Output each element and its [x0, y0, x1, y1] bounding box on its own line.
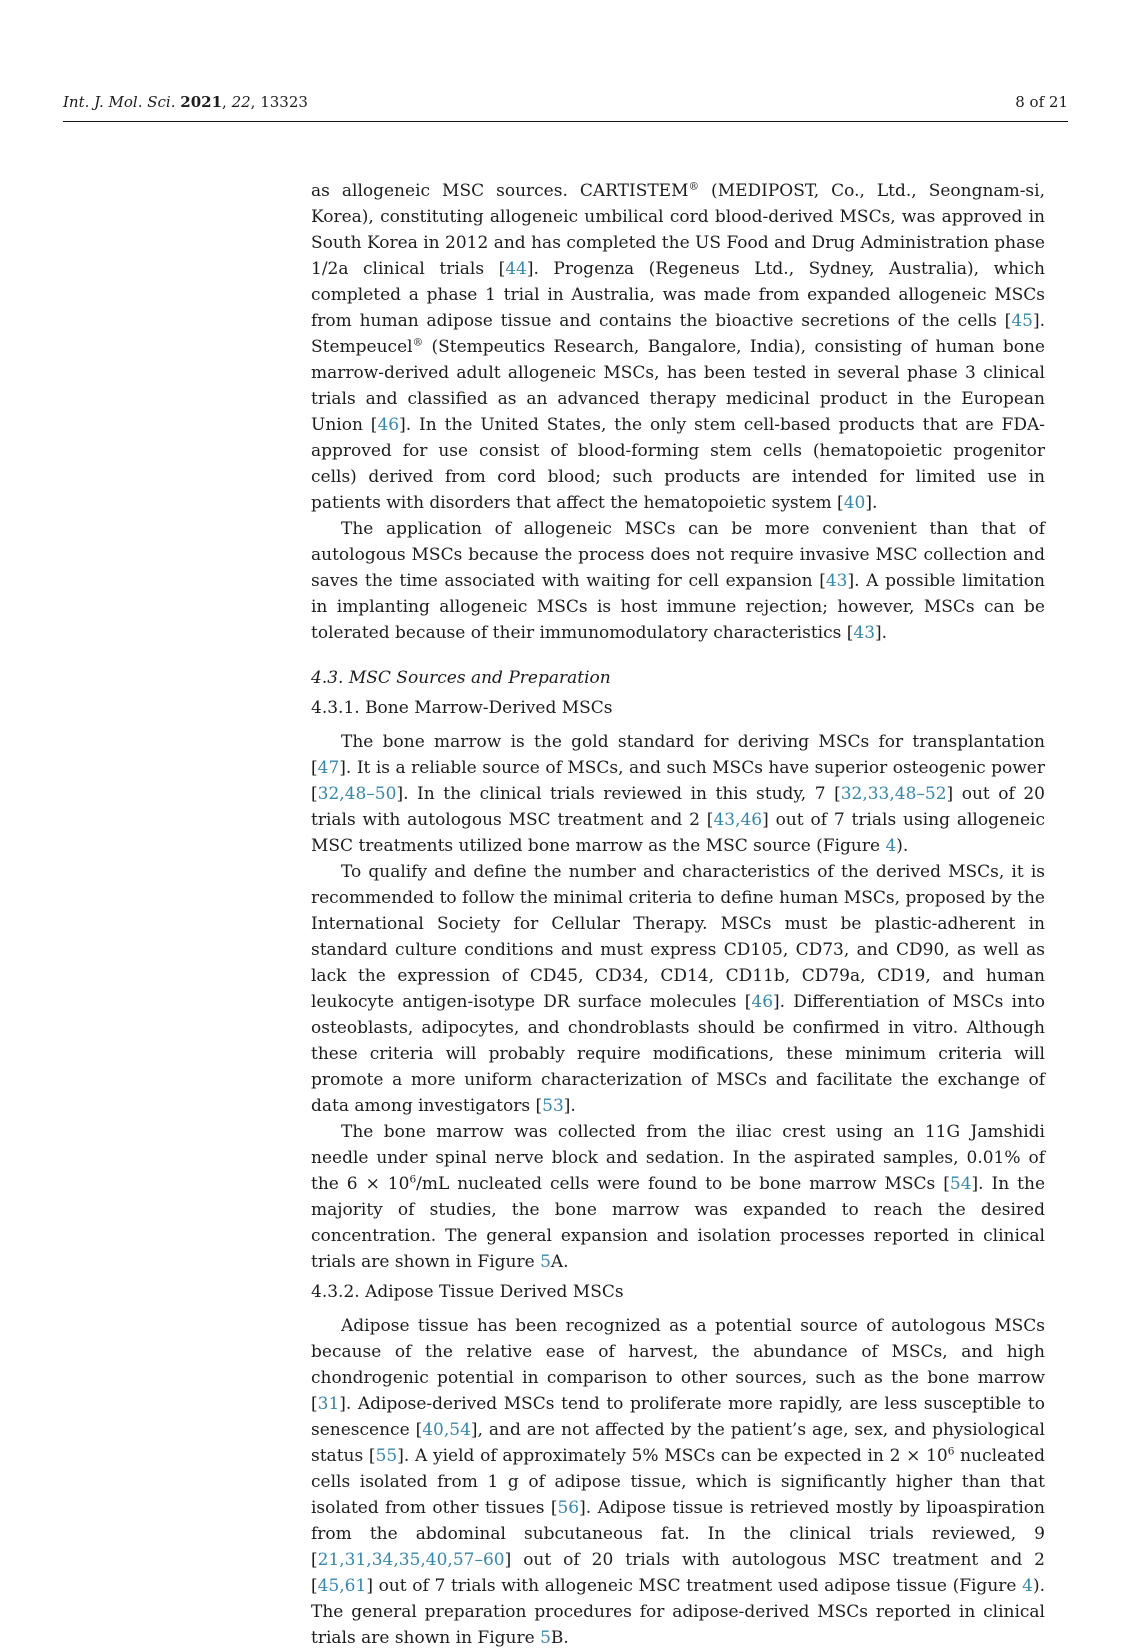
citation-link[interactable]: 44: [505, 259, 527, 279]
paragraph: [311, 516, 1045, 646]
text-run: , 13323: [250, 93, 308, 111]
text-run: The bone marrow was collected from the iliac crest using an 11G Jamshidi needle under spinal nerve block and sedation. In the aspirated samples, 0.01% of the 6 × 10: [311, 1122, 1045, 1194]
text-run: ]. Adipose-derived MSCs tend to proliferate more rapidly, are less susceptible to senescence [: [311, 1394, 1045, 1440]
citation-link[interactable]: 32,33,48–52: [840, 784, 947, 804]
figure-link[interactable]: 5: [540, 1252, 551, 1272]
citation-link[interactable]: 45,61: [317, 1576, 367, 1596]
text-run: ]. A yield of approximately 5% MSCs can be expected in 2 × 10: [397, 1446, 948, 1466]
text-run: ] out of 7 trials using allogeneic MSC treatments utilized bone marrow as the MSC source (Figure: [311, 810, 1046, 856]
text-run: ).: [896, 836, 909, 856]
page-number: 8 of 21: [1015, 93, 1068, 111]
text-run: The application of allogeneic MSCs can be more convenient than that of autologous MSCs because the process does not require invasive MSC collection and saves the time associated with waiting for cell expansion [: [311, 519, 1045, 591]
text-run: (MEDIPOST, Co., Ltd., Seongnam-si, Korea), constituting allogeneic umbilical cord blood-derived MSCs, was approved in South Korea in 2012 and has completed the US Food and Drug Administration phase 1/2a clinical trials [: [311, 181, 1045, 279]
text-run: ] out of 20 trials with autologous MSC treatment and 2 [: [311, 784, 1045, 830]
text-run: 22: [231, 93, 251, 111]
text-run: ]. A possible limitation in implanting allogeneic MSCs is host immune rejection; however, MSCs can be tolerated because of their immunomodulatory characteristics [: [311, 571, 1045, 643]
text-run: nucleated cells isolated from 1 g of adipose tissue, which is significantly higher than that isolated from other tissues [: [311, 1446, 1045, 1518]
text-run: ] out of 20 trials with autologous MSC treatment and 2 [: [311, 1550, 1045, 1596]
citation-link[interactable]: 45: [1011, 311, 1033, 331]
text-run: Int. J. Mol. Sci.: [63, 93, 181, 111]
text-run: To qualify and define the number and characteristics of the derived MSCs, it is recommended to follow the minimal criteria to define human MSCs, proposed by the International Society for Cellular Therapy. MSCs must be plastic-adherent in standard culture conditions and must express CD105, CD73, and CD90, as well as lack the expression of CD45, CD34, CD14, CD11b, CD79a, CD19, and human leukocyte antigen-isotype DR surface molecules [: [311, 862, 1045, 1012]
citation-link[interactable]: 43: [853, 623, 876, 643]
text-run: 4.3.2. Adipose Tissue Derived MSCs: [311, 1282, 624, 1302]
paragraph: [311, 1313, 1045, 1651]
citation-link[interactable]: 56: [557, 1498, 580, 1518]
text-run: as allogeneic MSC sources. CARTISTEM: [311, 181, 689, 201]
paragraph: [311, 729, 1045, 859]
citation-link[interactable]: 55: [375, 1446, 398, 1466]
citation-link[interactable]: 43: [825, 571, 848, 591]
page-header: [63, 0, 1068, 122]
citation-link[interactable]: 53: [542, 1096, 564, 1116]
citation-link[interactable]: 40,54: [422, 1420, 471, 1440]
citation-link[interactable]: 47: [317, 758, 340, 778]
citation-link[interactable]: 54: [949, 1174, 972, 1194]
text-run: ], and are not affected by the patient’s age, sex, and physiological status [: [311, 1420, 1045, 1466]
text-run: A.: [550, 1252, 569, 1272]
citation-link[interactable]: 32,48–50: [317, 784, 397, 804]
text-run: (Stempeutics Research, Bangalore, India), consisting of human bone marrow-derived adult allogeneic MSCs, has been tested in several phase 3 clinical trials and classified as an advanced therapy medicinal product in the European Union [: [311, 337, 1045, 435]
text-run: B.: [550, 1628, 569, 1648]
journal-citation: [63, 93, 308, 112]
text-run: ].: [875, 623, 888, 643]
text-run: ®: [412, 336, 424, 349]
text-run: Adipose tissue has been recognized as a potential source of autologous MSCs because of the relative ease of harvest, the abundance of MSCs, and high chondrogenic potential in comparison to other sources, such as the bone marrow [: [311, 1316, 1045, 1414]
figure-link[interactable]: 4: [885, 836, 897, 856]
citation-link[interactable]: 46: [751, 992, 774, 1012]
subsection-heading: [311, 695, 1045, 721]
text-run: 4.3. MSC Sources and Preparation: [311, 668, 611, 688]
text-run: ]. In the clinical trials reviewed in this study, 7 [: [396, 784, 841, 804]
text-run: The bone marrow is the gold standard for deriving MSCs for transplantation [: [311, 732, 1045, 778]
continuation-paragraph: [311, 178, 1045, 516]
text-run: ]. In the United States, the only stem cell-based products that are FDA-approved for use consist of blood-forming stem cells (hematopoietic progenitor cells) derived from cord blood; such products are intended for limited use in patients with disorders that affect the hematopoietic system [: [311, 415, 1045, 513]
text-run: ,: [222, 93, 232, 111]
text-run: ].: [563, 1096, 576, 1116]
subsection-heading: [311, 1279, 1045, 1305]
article-body: [311, 178, 1045, 1651]
text-run: 2021: [180, 93, 223, 111]
text-run: ]. Progenza (Regeneus Ltd., Sydney, Australia), which completed a phase 1 trial in Australia, was made from expanded allogeneic MSCs from human adipose tissue and contains the bioactive secretions of the cells [: [311, 259, 1045, 331]
citation-link[interactable]: 46: [377, 415, 400, 435]
text-run: ]. Stempeucel: [311, 311, 1045, 357]
citation-link[interactable]: 43,46: [713, 810, 763, 830]
section-heading: [311, 665, 1045, 691]
citation-link[interactable]: 40: [843, 493, 866, 513]
text-run: ].: [865, 493, 878, 513]
citation-link[interactable]: 31: [317, 1394, 340, 1414]
text-run: ]. It is a reliable source of MSCs, and such MSCs have superior osteogenic power [: [311, 758, 1045, 804]
text-run: /mL nucleated cells were found to be bone marrow MSCs [: [416, 1174, 950, 1194]
paragraph: [311, 859, 1045, 1119]
paragraph: [311, 1119, 1045, 1275]
text-run: 6: [947, 1445, 955, 1458]
text-run: ] out of 7 trials with allogeneic MSC treatment used adipose tissue (Figure: [366, 1576, 1023, 1596]
text-run: ]. Differentiation of MSCs into osteoblasts, adipocytes, and chondroblasts should be confirmed in vitro. Although these criteria will probably require modifications, these minimum criteria will promote a more uniform characterization of MSCs and facilitate the exchange of data among investigators [: [311, 992, 1045, 1116]
text-run: 4.3.1. Bone Marrow-Derived MSCs: [311, 698, 613, 718]
text-run: ]. Adipose tissue is retrieved mostly by lipoaspiration from the abdominal subcutaneous fat. In the clinical trials reviewed, 9 [: [311, 1498, 1045, 1570]
citation-link[interactable]: 21,31,34,35,40,57–60: [317, 1550, 505, 1570]
text-run: ). The general preparation procedures for adipose-derived MSCs reported in clinical trials are shown in Figure: [311, 1576, 1045, 1648]
figure-link[interactable]: 4: [1022, 1576, 1033, 1596]
text-run: 6: [409, 1173, 417, 1186]
text-run: ®: [688, 180, 700, 193]
figure-link[interactable]: 5: [540, 1628, 551, 1648]
text-run: ]. In the majority of studies, the bone marrow was expanded to reach the desired concentration. The general expansion and isolation processes reported in clinical trials are shown in Figure: [311, 1174, 1046, 1272]
